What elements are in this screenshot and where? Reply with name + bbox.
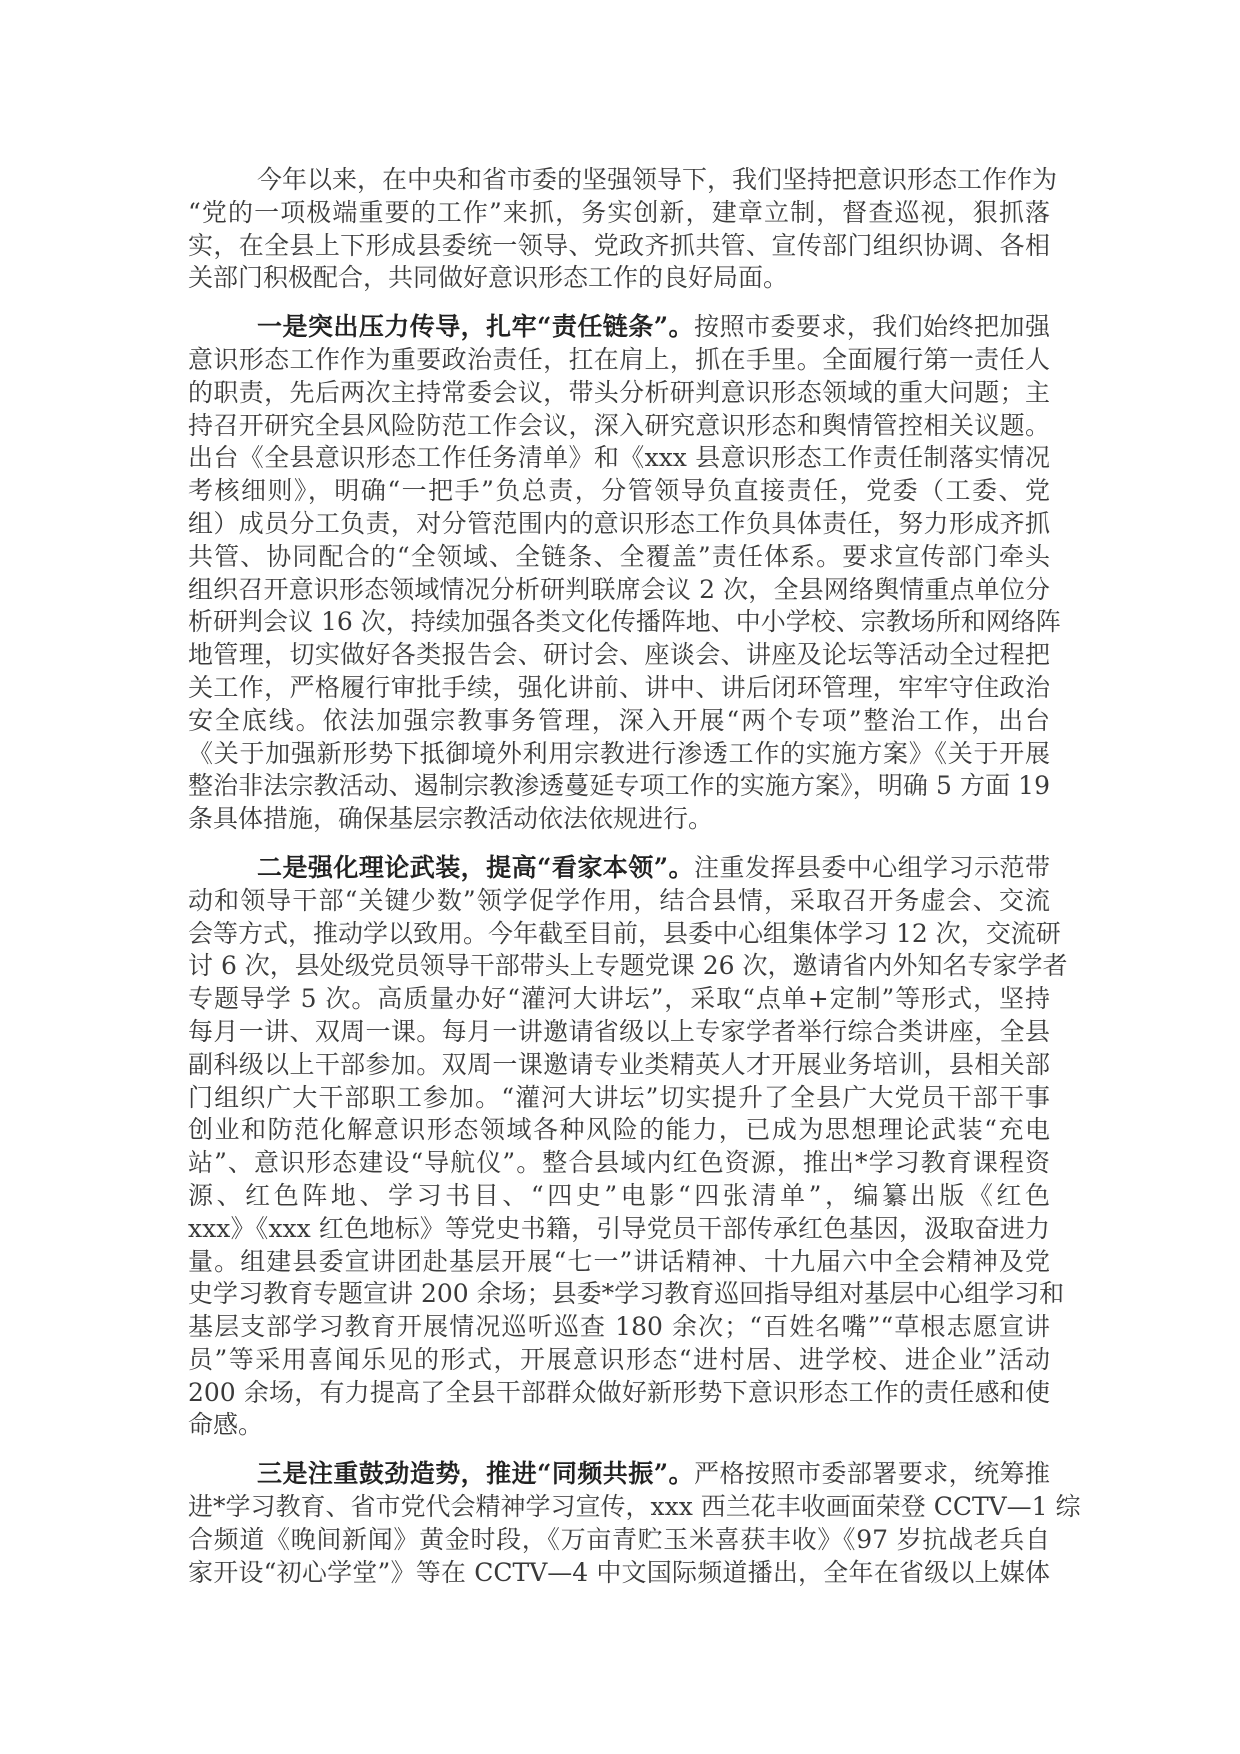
text-line: 进*学习教育、省市党代会精神学习宣传，xxx 西兰花丰收画面荣登 CCTV—1 综: [188, 1492, 1081, 1522]
paragraph-first-line: [188, 311, 1050, 344]
paragraph-text: 注重发挥县委中心组学习示范带: [694, 852, 1050, 882]
text-line: 实，在全县上下形成县委统一领导、党政齐抓共管、宣传部门组织协调、各相: [188, 230, 1050, 260]
text-line: 命感。: [188, 1410, 264, 1440]
text-line: 共管、协同配合的“全领域、全链条、全覆盖”责任体系。要求宣传部门牵头: [188, 541, 1050, 571]
text-line: xxx》《xxx 红色地标》等党史书籍，引导党员干部传承红色基因，汲取奋进力: [188, 1213, 1050, 1243]
paragraph: [188, 852, 1068, 1442]
text-line: “党的一项极端重要的工作”来抓，务实创新，建章立制，督查巡视，狠抓落: [188, 197, 1050, 227]
paragraph: [188, 164, 1058, 295]
text-line: 整治非法宗教活动、遏制宗教渗透蔓延专项工作的实施方案》，明确 5 方面 19: [188, 771, 1050, 801]
text-line: 史学习教育专题宣讲 200 余场；县委*学习教育巡回指导组对基层中心组学习和: [188, 1279, 1065, 1309]
paragraph-text: 按照市委要求，我们始终把加强: [694, 312, 1050, 342]
paragraph-first-line: [188, 164, 1058, 197]
text-line: 会等方式，推动学以致用。今年截至目前，县委中心组集体学习 12 次，交流研: [188, 918, 1061, 948]
text-line: 条具体措施，确保基层宗教活动依法依规进行。: [188, 804, 714, 834]
text-line: 站”、意识形态建设“导航仪”。整合县域内红色资源，推出*学习教育课程资: [188, 1148, 1050, 1178]
paragraph-heading: 二是强化理论武装，提高“看家本领”。: [257, 852, 695, 882]
text-line: 安全底线。依法加强宗教事务管理，深入开展“两个专项”整治工作，出台: [188, 705, 1050, 735]
paragraph-heading: 一是突出压力传导，扎牢“责任链条”。: [257, 312, 695, 342]
text-line: 门组织广大干部职工参加。“灌河大讲坛”切实提升了全县广大党员干部干事: [188, 1082, 1050, 1112]
text-line: 副科级以上干部参加。双周一课邀请专业类精英人才开展业务培训，县相关部: [188, 1049, 1050, 1079]
text-line: 员”等采用喜闻乐见的形式，开展意识形态“进村居、进学校、进企业”活动: [188, 1344, 1050, 1374]
paragraph-text: 今年以来，在中央和省市委的坚强领导下，我们坚持把意识形态工作作为: [257, 165, 1058, 194]
text-line: 地管理，切实做好各类报告会、研讨会、座谈会、讲座及论坛等活动全过程把: [188, 640, 1050, 670]
text-line: 的职责，先后两次主持常委会议，带头分析研判意识形态领域的重大问题；主: [188, 377, 1050, 407]
text-line: 家开设“初心学堂”》等在 CCTV—4 中文国际频道播出，全年在省级以上媒体: [188, 1557, 1050, 1587]
paragraph-first-line: [188, 852, 1050, 885]
text-line: 考核细则》，明确“一把手”负总责，分管领导负直接责任，党委（工委、党: [188, 476, 1050, 506]
text-line: 出台《全县意识形态工作任务清单》和《xxx 县意识形态工作责任制落实情况: [188, 443, 1050, 473]
paragraph: [188, 1458, 1081, 1589]
text-line: 意识形态工作作为重要政治责任，扛在肩上，抓在手里。全面履行第一责任人: [188, 344, 1050, 374]
document-body: [188, 164, 1081, 1605]
text-line: 源、红色阵地、学习书目、“四史”电影“四张清单”，编纂出版《红色: [188, 1180, 1050, 1210]
text-line: 基层支部学习教育开展情况巡听巡查 180 余次；“百姓名嘴”“草根志愿宣讲: [188, 1312, 1050, 1342]
text-line: 组织召开意识形态领域情况分析研判联席会议 2 次，全县网络舆情重点单位分: [188, 574, 1050, 604]
text-line: 专题导学 5 次。高质量办好“灌河大讲坛”，采取“点单+定制”等形式，坚持: [188, 984, 1050, 1014]
text-line: 动和领导干部“关键少数”领学促学作用，结合县情，采取召开务虚会、交流: [188, 885, 1050, 915]
text-line: 讨 6 次，县处级党员领导干部带头上专题党课 26 次，邀请省内外知名专家学者: [188, 951, 1068, 981]
text-line: 关工作，严格履行审批手续，强化讲前、讲中、讲后闭环管理，牢牢守住政治: [188, 672, 1050, 702]
text-line: 每月一讲、双周一课。每月一讲邀请省级以上专家学者举行综合类讲座，全县: [188, 1016, 1050, 1046]
paragraph-heading: 三是注重鼓劲造势，推进“同频共振”。: [257, 1459, 695, 1489]
paragraph-first-line: [188, 1458, 1050, 1491]
text-line: 200 余场，有力提高了全县干部群众做好新形势下意识形态工作的责任感和使: [188, 1377, 1050, 1407]
text-line: 量。组建县委宣讲团赴基层开展“七一”讲话精神、十九届六中全会精神及党: [188, 1246, 1050, 1276]
text-line: 析研判会议 16 次，持续加强各类文化传播阵地、中小学校、宗教场所和网络阵: [188, 607, 1061, 637]
text-line: 持召开研究全县风险防范工作会议，深入研究意识形态和舆情管控相关议题。: [188, 410, 1050, 440]
paragraph-text: 严格按照市委部署要求，统筹推: [694, 1459, 1050, 1489]
paragraph: [188, 311, 1061, 836]
text-line: 合频道《晚间新闻》黄金时段，《万亩青贮玉米喜获丰收》《97 岁抗战老兵自: [188, 1524, 1050, 1554]
text-line: 组）成员分工负责，对分管范围内的意识形态工作负具体责任，努力形成齐抓: [188, 508, 1050, 538]
text-line: 《关于加强新形势下抵御境外利用宗教进行渗透工作的实施方案》《关于开展: [188, 738, 1050, 768]
text-line: 关部门积极配合，共同做好意识形态工作的良好局面。: [188, 263, 789, 293]
text-line: 创业和防范化解意识形态领域各种风险的能力，已成为思想理论武装“充电: [188, 1115, 1050, 1145]
